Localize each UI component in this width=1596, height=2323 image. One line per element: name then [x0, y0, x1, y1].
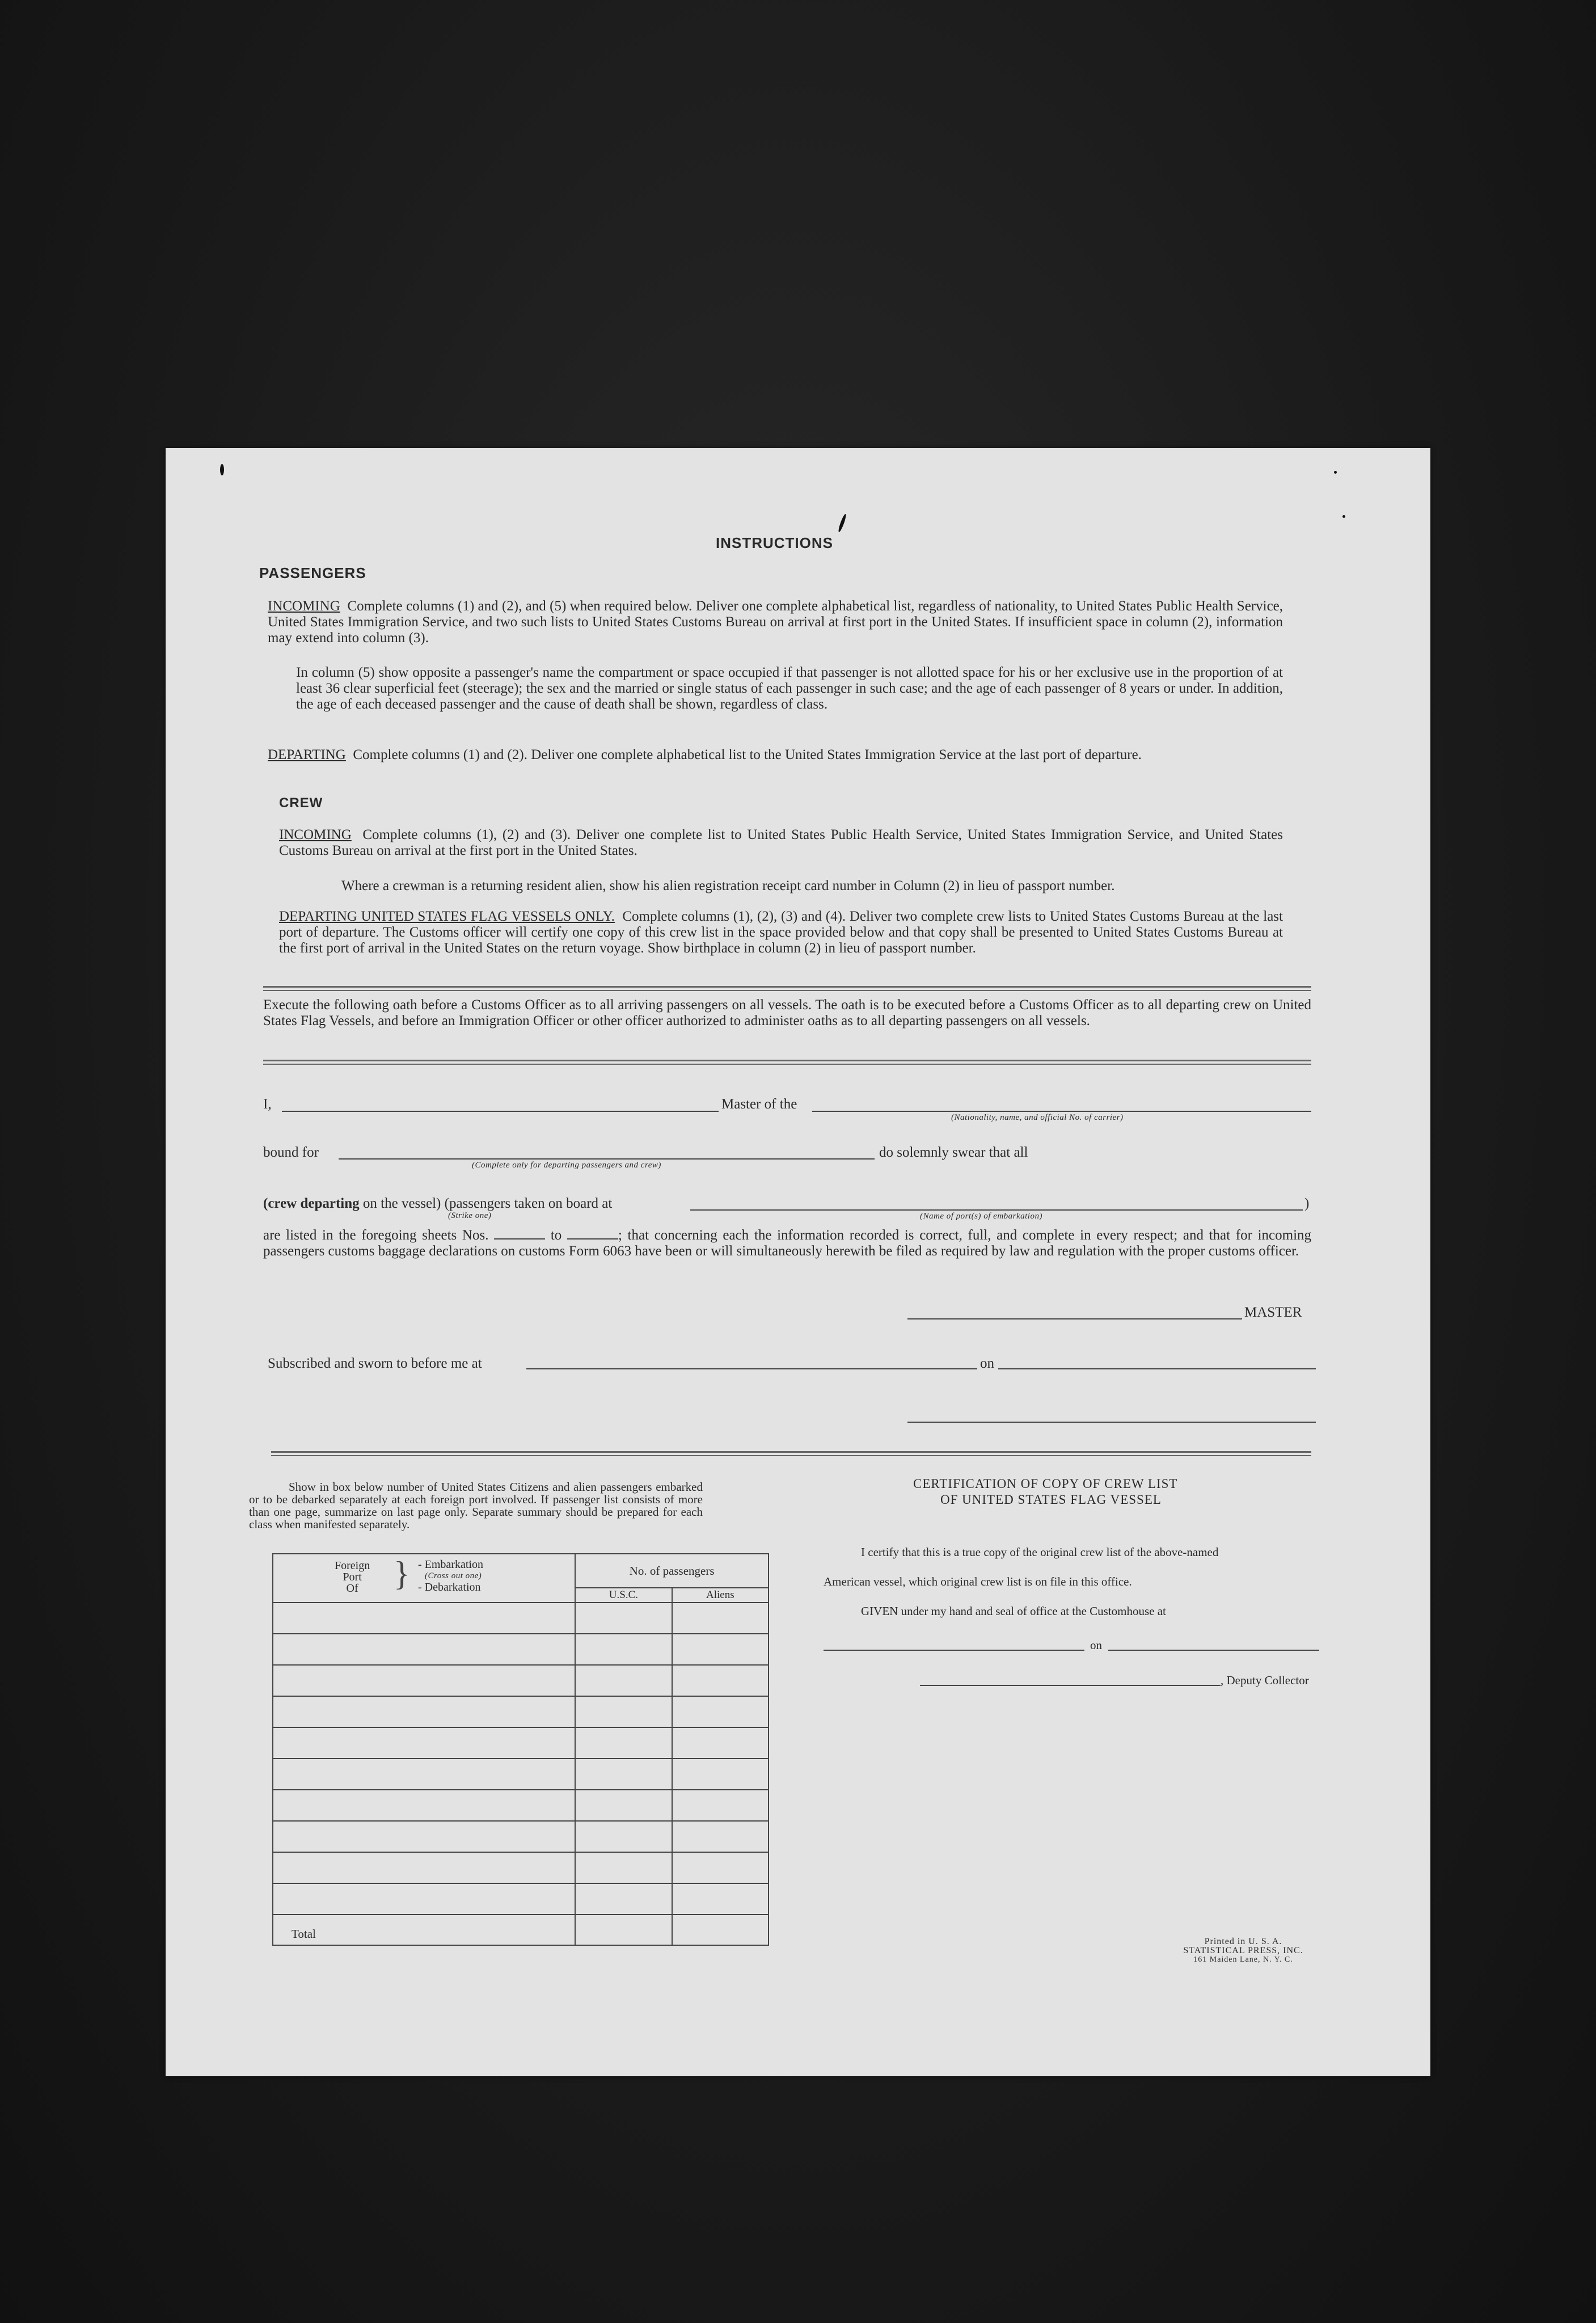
table-row	[273, 1821, 769, 1852]
debarkation-label: - Debarkation	[418, 1581, 481, 1593]
cert-date-line[interactable]	[1108, 1650, 1319, 1651]
on-the-vessel-text: on the vessel)	[362, 1196, 441, 1211]
port-cell[interactable]	[273, 1665, 575, 1696]
usc-header: U.S.C.	[575, 1588, 672, 1603]
usc-cell[interactable]	[575, 1821, 672, 1852]
table-body	[273, 1603, 769, 1915]
passengers-incoming-text: Complete columns (1) and (2), and (5) when required below. Deliver one complete alphabetical list, regardless of nationality, to United States Public Health Service, United States Immigration Service, and two such lists to United States Customs Bureau on arrival at first port in the United States. If insufficient space in column (2), information may extend into column (3).	[268, 598, 1283, 646]
printer-line-1: Printed in U. S. A.	[1204, 1937, 1282, 1946]
passengers-departing-paragraph	[268, 747, 1283, 763]
port-header-cell	[273, 1554, 575, 1603]
master-signature-label: MASTER	[1244, 1305, 1302, 1320]
crew-incoming-text: Complete columns (1), (2) and (3). Deliver one complete list to United States Public Health Service, United States Immigration Service, and United States Customs Bureau on arrival at the first port in the United States.	[279, 827, 1283, 858]
port-cell[interactable]	[273, 1696, 575, 1727]
listed-rest-text: ; that concerning each the information recorded is correct, full, and complete in every respect; and that for incoming passengers customs baggage declarations on customs Form 6063 have been or will simultaneously herewith be filed as required by law and regulation with the proper customs officer.	[263, 1228, 1312, 1259]
port-cell[interactable]	[273, 1821, 575, 1852]
ports-note: (Name of port(s) of embarkation)	[920, 1212, 1042, 1221]
instructions-title: INSTRUCTIONS	[716, 534, 833, 551]
crew-departing-option[interactable]: (crew departing	[263, 1196, 360, 1211]
crew-incoming-paragraph	[279, 827, 1283, 859]
bound-for-line[interactable]	[339, 1158, 875, 1160]
form-page	[166, 448, 1430, 2076]
usc-cell[interactable]	[575, 1603, 672, 1634]
foreign-label: Foreign	[335, 1559, 370, 1572]
cross-out-note: (Cross out one)	[425, 1571, 482, 1580]
embark-debark-options[interactable]	[418, 1559, 483, 1593]
usc-cell[interactable]	[575, 1696, 672, 1727]
bound-for-note: (Complete only for departing passengers and crew)	[472, 1161, 661, 1170]
embarkation-label: - Embarkation	[418, 1558, 483, 1571]
sheet-from-blank[interactable]	[494, 1238, 545, 1240]
listed-start-text: are listed in the foregoing sheets Nos.	[263, 1228, 489, 1243]
ink-speck	[1342, 515, 1345, 518]
aliens-cell[interactable]	[672, 1821, 769, 1852]
aliens-cell[interactable]	[672, 1603, 769, 1634]
deputy-collector-label: , Deputy Collector	[1221, 1673, 1309, 1687]
cert-certify-line-2: American vessel, which original crew list is on file in this office.	[824, 1575, 1132, 1588]
port-label: Port	[343, 1571, 362, 1583]
ink-speck	[220, 464, 224, 475]
subscribed-date-line[interactable]	[998, 1368, 1316, 1369]
crew-departing-paragraph	[279, 909, 1283, 956]
cert-certify-line-1: I certify that this is a true copy of the original crew list of the above-named	[861, 1545, 1219, 1559]
carrier-line[interactable]	[812, 1111, 1311, 1112]
passengers-departing-label: DEPARTING	[268, 747, 346, 762]
port-cell[interactable]	[273, 1852, 575, 1883]
port-cell[interactable]	[273, 1759, 575, 1790]
aliens-cell[interactable]	[672, 1759, 769, 1790]
close-paren: )	[1304, 1196, 1310, 1211]
cert-on-label: on	[1090, 1638, 1102, 1652]
aliens-cell[interactable]	[672, 1883, 769, 1915]
section-divider	[263, 986, 1311, 991]
printer-line-2: STATISTICAL PRESS, INC.	[1183, 1946, 1303, 1955]
brace-icon: }	[394, 1555, 410, 1592]
crew-departing-label: DEPARTING UNITED STATES FLAG VESSELS ONLY.	[279, 909, 615, 924]
aliens-cell[interactable]	[672, 1727, 769, 1759]
subscribed-place-line[interactable]	[526, 1368, 977, 1369]
table-row	[273, 1790, 769, 1821]
table-row	[273, 1634, 769, 1665]
to-text: to	[550, 1228, 562, 1243]
master-of-the-label: Master of the	[721, 1097, 797, 1112]
port-cell[interactable]	[273, 1634, 575, 1665]
total-label: Total	[292, 1927, 316, 1941]
table-row	[273, 1696, 769, 1727]
usc-cell[interactable]	[575, 1852, 672, 1883]
ports-line[interactable]	[690, 1209, 1303, 1211]
port-cell[interactable]	[273, 1790, 575, 1821]
crew-passenger-line	[263, 1196, 612, 1212]
passengers-departing-text: Complete columns (1) and (2). Deliver one complete alphabetical list to the United States Immigration Service at the last port of departure.	[353, 747, 1142, 762]
table-row	[273, 1665, 769, 1696]
usc-cell[interactable]	[575, 1759, 672, 1790]
foreign-port-of-label	[335, 1560, 370, 1594]
total-label-cell	[273, 1915, 575, 1945]
carrier-note: (Nationality, name, and official No. of carrier)	[951, 1113, 1124, 1122]
name-line[interactable]	[282, 1111, 719, 1112]
port-cell[interactable]	[273, 1883, 575, 1915]
subscribed-on-label: on	[980, 1356, 994, 1371]
strike-one-note: (Strike one)	[448, 1211, 492, 1220]
aliens-cell[interactable]	[672, 1665, 769, 1696]
crew-departing-text: Complete columns (1), (2), (3) and (4). Deliver two complete crew lists to United States Customs Bureau at the last port of departure. The Customs officer will certify one copy of this crew list in the space provided below and that copy shall be presented to United States Customs Bureau at the first port of arrival in the United States on the return voyage. Show birthplace in column (2) in lieu of passport number.	[279, 909, 1283, 956]
total-usc-cell[interactable]	[575, 1915, 672, 1945]
section-divider	[263, 1060, 1311, 1065]
aliens-cell[interactable]	[672, 1852, 769, 1883]
subscribed-label: Subscribed and sworn to before me at	[268, 1356, 482, 1371]
printer-line-3: 161 Maiden Lane, N. Y. C.	[1193, 1955, 1293, 1964]
cert-title-1: CERTIFICATION OF COPY OF CREW LIST	[913, 1477, 1178, 1491]
aliens-cell[interactable]	[672, 1634, 769, 1665]
passenger-summary-table	[272, 1553, 769, 1946]
swear-text: do solemnly swear that all	[879, 1145, 1028, 1160]
cert-given-text: GIVEN under my hand and seal of office at the Customhouse at	[861, 1604, 1166, 1618]
usc-cell[interactable]	[575, 1665, 672, 1696]
passengers-taken-option[interactable]: (passengers taken on board at	[444, 1196, 613, 1211]
ink-speck	[837, 513, 847, 533]
usc-cell[interactable]	[575, 1790, 672, 1821]
table-row	[273, 1603, 769, 1634]
customhouse-line[interactable]	[824, 1650, 1084, 1651]
of-label: Of	[346, 1582, 358, 1595]
bound-for-label: bound for	[263, 1145, 319, 1160]
passengers-incoming-paragraph	[268, 598, 1283, 646]
box-intro-paragraph: Show in box below number of United States Citizens and alien passengers embarked or to be debarked separately at each foreign port involved. If passenger list consists of more than one page, summarize on last page only. Separate summary should be prepared for each class when manifested separately.	[249, 1480, 703, 1531]
section-divider	[271, 1451, 1311, 1456]
ink-speck	[1334, 471, 1337, 474]
sheet-to-blank[interactable]	[567, 1238, 618, 1240]
aliens-header: Aliens	[672, 1588, 769, 1603]
crew-heading: CREW	[279, 795, 323, 811]
usc-cell[interactable]	[575, 1883, 672, 1915]
oath-intro-paragraph: Execute the following oath before a Customs Officer as to all arriving passengers on all vessels. The oath is to be executed before a Customs Officer as to all departing crew on United States Flag Vessels, and before an Immigration Officer or other officer authorized to administer oaths as to all departing passengers on all vessels.	[263, 997, 1311, 1028]
printer-imprint	[1158, 1937, 1328, 1964]
passengers-heading: PASSENGERS	[259, 564, 366, 581]
officer-signature-line[interactable]	[907, 1422, 1316, 1423]
usc-cell[interactable]	[575, 1634, 672, 1665]
cert-title-2: OF UNITED STATES FLAG VESSEL	[940, 1493, 1162, 1507]
aliens-cell[interactable]	[672, 1696, 769, 1727]
table-row	[273, 1727, 769, 1759]
table-row	[273, 1852, 769, 1883]
table-row	[273, 1759, 769, 1790]
aliens-cell[interactable]	[672, 1790, 769, 1821]
port-cell[interactable]	[273, 1727, 575, 1759]
passengers-column5-paragraph: In column (5) show opposite a passenger's name the compartment or space occupied if that passenger is not allotted space for his or her exclusive use in the proportion of at least 36 clear superficial feet (steerage); the sex and the married or single status of each passenger in such case; and the age of each passenger of 8 years or under. In addition, the age of each deceased passenger and the cause of death shall be shown, regardless of class.	[296, 665, 1283, 712]
total-aliens-cell[interactable]	[672, 1915, 769, 1945]
passengers-incoming-label: INCOMING	[268, 598, 340, 614]
no-of-passengers-header: No. of passengers	[575, 1554, 769, 1588]
deputy-signature-line[interactable]	[920, 1685, 1221, 1686]
crew-alien-paragraph: Where a crewman is a returning resident alien, show his alien registration receipt card number in Column (2) in lieu of passport number.	[341, 878, 1115, 893]
listed-paragraph	[263, 1228, 1311, 1259]
crew-incoming-label: INCOMING	[279, 827, 352, 842]
table-row	[273, 1883, 769, 1915]
usc-cell[interactable]	[575, 1727, 672, 1759]
oath-i-label: I,	[263, 1097, 272, 1112]
port-cell[interactable]	[273, 1603, 575, 1634]
master-signature-line[interactable]	[907, 1318, 1242, 1319]
